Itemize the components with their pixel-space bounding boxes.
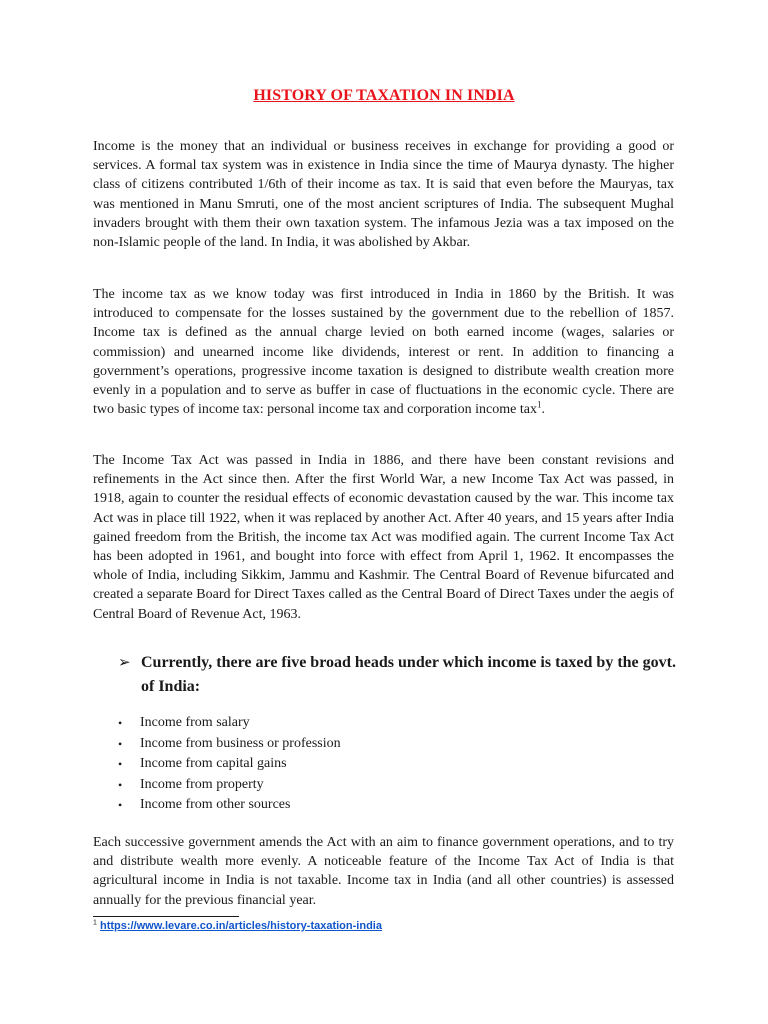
income-heads-list	[118, 713, 341, 816]
footnote-link[interactable]: https://www.levare.co.in/articles/history-taxation-india	[99, 920, 382, 932]
list-item	[118, 754, 341, 775]
list-item	[118, 795, 341, 816]
paragraph-end-punctuation: .	[541, 402, 545, 418]
paragraph-income-tax-act: The Income Tax Act was passed in India in 1886, and there have been constant revisions and refinements in the Act since then. After the first World War, a new Income Tax Act was passed, in 1918, again to counter the residual effects of economic devastation caused by the war. This income tax Act was in place till 1922, when it was replaced by another Act. After 40 years, and 15 years after India gained freedom from the British, the income tax Act was modified again. The current Income Tax Act has been adopted in 1961, and bought into force with effect from April 1, 1962. It encompasses the whole of India, including Sikkim, Jammu and Kashmir. The Central Board of Revenue bifurcated and created a separate Board for Direct Taxes called as the Central Board of Direct Taxes under the aegis of Central Board of Revenue Act, 1963.	[93, 453, 674, 622]
bullet-icon: •	[118, 798, 123, 812]
bullet-icon: •	[118, 757, 123, 771]
paragraph-act-amendments: Each successive government amends the Act with an aim to finance government operations, and to try and distribute wealth more evenly. A noticeable feature of the Income Tax Act of India is that agricultural income in India is not taxable. Income tax in India (and all other countries) is assessed annually for the previous financial year.	[93, 835, 674, 908]
footnote	[93, 920, 382, 932]
list-item-label: Income from salary	[140, 715, 250, 730]
income-heads-heading	[118, 651, 676, 699]
page-title: HISTORY OF TAXATION IN INDIA	[253, 87, 515, 104]
list-item-label: Income from business or profession	[140, 735, 341, 751]
list-item	[118, 734, 341, 755]
list-item	[118, 713, 341, 734]
footnote-reference[interactable]: 1	[536, 399, 542, 410]
footnote-number: 1	[93, 919, 97, 927]
footnote-divider	[93, 916, 239, 917]
list-item-label: Income from other sources	[140, 797, 291, 812]
bullet-icon: •	[118, 716, 123, 730]
arrow-bullet-icon: ➢	[118, 655, 131, 671]
paragraph-income-tax-intro	[93, 285, 674, 419]
list-item	[118, 775, 341, 796]
list-item-label: Income from capital gains	[140, 756, 287, 771]
income-heads-heading-text: Currently, there are five broad heads under which income is taxed by the govt. of India:	[141, 654, 676, 695]
bullet-icon: •	[118, 736, 123, 751]
bullet-icon: •	[118, 777, 123, 792]
paragraph-history-intro: Income is the money that an individual or business receives in exchange for providing a good or services. A formal tax system was in existence in India since the time of Maurya dynasty. The higher class of citizens contributed 1/6th of their income as tax. It is said that even before the Mauryas, tax was mentioned in Manu Smruti, one of the most ancient scriptures of India. The subsequent Mughal invaders brought with them their own taxation system. The infamous Jezia was a tax imposed on the non-Islamic people of the land. In India, it was abolished by Akbar.	[93, 139, 674, 251]
list-item-label: Income from property	[140, 776, 264, 792]
paragraph-income-tax-text: The income tax as we know today was first introduced in India in 1860 by the British. It was introduced to compensate for the losses sustained by the government due to the rebellion of 1857. Income tax is defined as the annual charge levied on both earned income (wages, salaries or commission) and unearned income like dividends, interest or rent. In addition to financing a government’s operations, progressive income taxation is designed to distribute wealth creation more evenly in a population and to serve as buffer in case of fluctuations in the economic cycle. There are two basic types of income tax: personal income tax and corporation income tax	[93, 287, 674, 418]
